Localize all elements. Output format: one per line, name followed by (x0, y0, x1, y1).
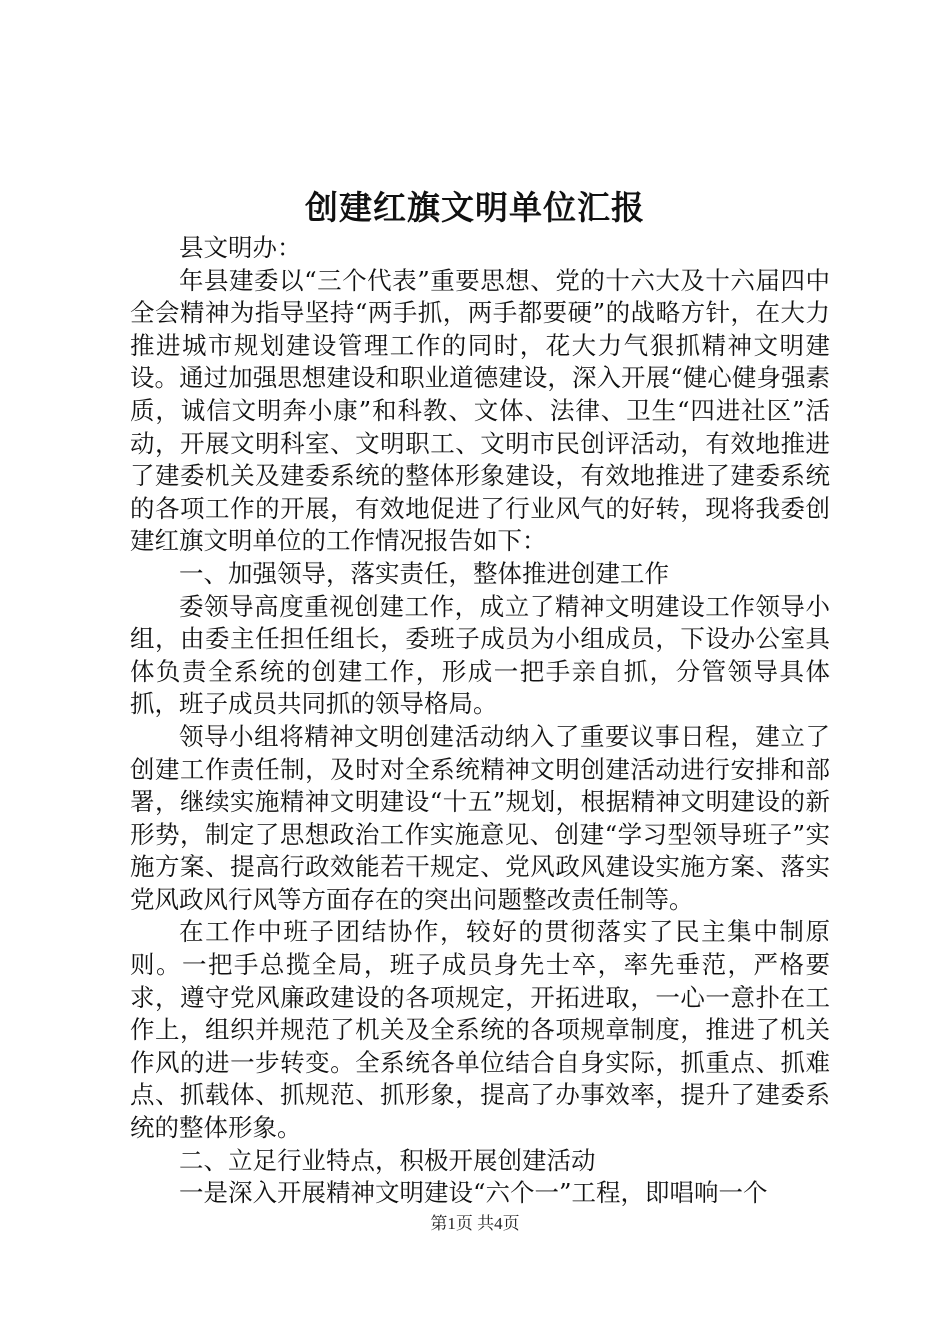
salutation: 县文明办： (179, 233, 302, 262)
section-heading: 二、立足行业特点，积极开展创建活动 (179, 1145, 596, 1175)
section-heading: 一、加强领导，落实责任，整体推进创建工作 (179, 558, 669, 588)
document-body (130, 232, 830, 1210)
paragraph: 一是深入开展精神文明建设“六个一”工程，即唱响一个 (179, 1178, 768, 1208)
document-title: 创建红旗文明单位汇报 (305, 188, 645, 227)
page-number-footer: 第1页 共4页 (430, 1214, 520, 1233)
paragraph: 委领导高度重视创建工作，成立了精神文明建设工作领导小组，由委主任担任组长，委班子成员为小组成员，下设办公室具体负责全系统的创建工作，形成一把手亲自抓，分管领导具体抓，班子成员共同抓的领导格局。 (130, 591, 830, 719)
paragraph: 领导小组将精神文明创建活动纳入了重要议事日程，建立了创建工作责任制，及时对全系统精神文明创建活动进行安排和部署，继续实施精神文明建设“十五”规划，根据精神文明建设的新形势，制定了思想政治工作实施意见、创建“学习型领导班子”实施方案、提高行政效能若干规定、党风政风建设实施方案、落实党风政风行风等方面存在的突出问题整改责任制等。 (130, 721, 830, 914)
paragraph: 在工作中班子团结协作，较好的贯彻落实了民主集中制原则。一把手总揽全局，班子成员身先士卒，率先垂范，严格要求，遵守党风廉政建设的各项规定，开拓进取，一心一意扑在工作上，组织并规范了机关及全系统的各项规章制度，推进了机关作风的进一步转变。全系统各单位结合自身实际，抓重点、抓难点、抓载体、抓规范、抓形象，提高了办事效率，提升了建委系统的整体形象。 (130, 917, 830, 1143)
paragraph: 年县建委以“三个代表”重要思想、党的十六大及十六届四中全会精神为指导坚持“两手抓，两手都要硬”的战略方针，在大力推进城市规划建设管理工作的同时，花大力气狠抓精神文明建设。通过加强思想建设和职业道德建设，深入开展“健心健身强素质，诚信文明奔小康”和科教、文体、法律、卫生“四进社区”活动，开展文明科室、文明职工、文明市民创评活动，有效地推进了建委机关及建委系统的整体形象建设，有效地推进了建委系统的各项工作的开展，有效地促进了行业风气的好转，现将我委创建红旗文明单位的工作情况报告如下： (130, 265, 830, 556)
